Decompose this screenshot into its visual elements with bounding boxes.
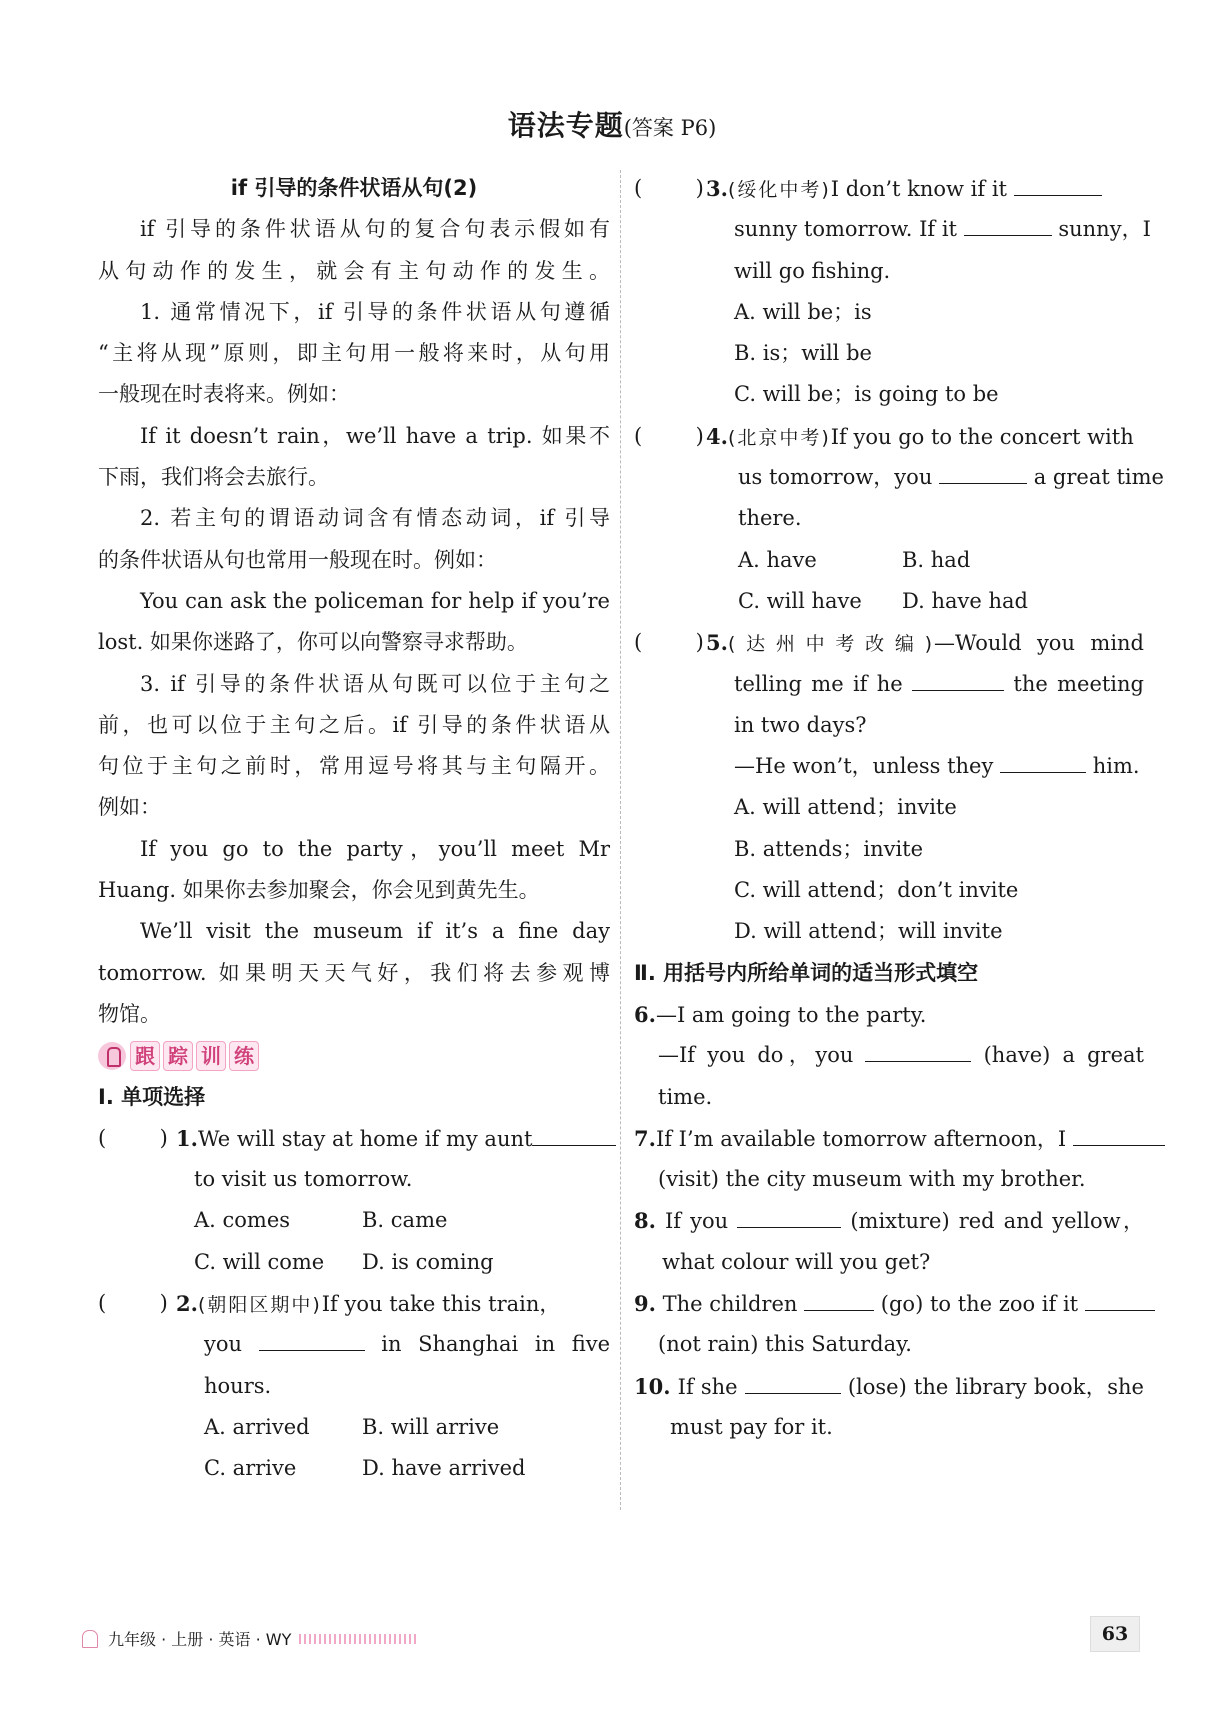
text-line: We’ll visit the museum if it’s a fine day	[140, 919, 610, 944]
option: D. will attend；will invite	[734, 919, 1003, 944]
answer-blank[interactable]	[1000, 753, 1086, 773]
text-line: You can ask the policeman for help if you’re	[140, 588, 610, 613]
answer-bracket[interactable]: ( )	[634, 176, 704, 200]
answer-blank[interactable]	[939, 464, 1027, 484]
option: B. is；will be	[734, 341, 872, 366]
answer-blank[interactable]	[532, 1126, 616, 1146]
option: A. arrived	[204, 1414, 310, 1439]
section-multiple-choice: Ⅰ. 单项选择	[98, 1084, 206, 1109]
track-training-badge	[98, 1035, 610, 1076]
option: A. will be；is	[734, 299, 872, 324]
question-text: to visit us tomorrow.	[194, 1167, 413, 1192]
option: B. will arrive	[362, 1414, 500, 1439]
badge-char: 训	[196, 1041, 226, 1071]
option: A. will attend；invite	[734, 795, 957, 820]
text-line: 3. if 引导的条件状语从句既可以位于主句之	[140, 671, 610, 696]
question-text: will go fishing.	[734, 258, 891, 283]
answer-blank[interactable]	[1073, 1126, 1165, 1146]
option: C. will be；is going to be	[734, 382, 999, 407]
option: B. came	[362, 1208, 448, 1233]
question-2: ( ) 2.(朝阳区期中)If you take this train，	[98, 1283, 610, 1324]
page-number: 63	[1090, 1616, 1140, 1652]
answer-blank[interactable]	[804, 1291, 874, 1311]
answer-blank[interactable]	[865, 1042, 971, 1062]
question-text: (not rain) this Saturday.	[658, 1332, 912, 1357]
question-1: ( ) 1.We will stay at home if my aunt	[98, 1118, 610, 1159]
question-text: in two days?	[734, 712, 867, 737]
column-divider	[620, 170, 621, 1510]
question-10: 10. If she (lose) the library book，she	[634, 1373, 1144, 1399]
question-7: 7.If I’m available tomorrow afternoon，I	[634, 1118, 1144, 1159]
pen-icon	[98, 1042, 126, 1070]
text-line: 的条件状语从句也常用一般现在时。例如：	[98, 547, 497, 572]
answer-reference: (答案 P6)	[623, 116, 717, 140]
text-line: 例如：	[98, 795, 161, 820]
text-line: 2. 若主句的谓语动词含有情态动词，if 引导	[140, 506, 610, 531]
text-line: 从句动作的发生，就会有主句动作的发生。	[98, 258, 610, 283]
section-fill-blank: Ⅱ. 用括号内所给单词的适当形式填空	[634, 960, 979, 985]
answer-blank[interactable]	[737, 1209, 841, 1229]
answer-bracket[interactable]: ( )	[98, 1125, 168, 1150]
question-3: ( ) 3.(绥化中考)I don’t know if it	[634, 168, 1144, 209]
option: D. have arrived	[362, 1456, 526, 1481]
answer-bracket[interactable]: ( )	[634, 630, 704, 655]
question-text: what colour will you get?	[662, 1249, 931, 1274]
grammar-heading: if 引导的条件状语从句(2)	[230, 176, 478, 200]
source-tag: (北京中考)	[727, 426, 831, 449]
option: C. will attend；don’t invite	[734, 878, 1019, 903]
option: C. will have	[738, 588, 862, 613]
text-line: If you go to the party，you’ll meet Mr	[140, 836, 610, 861]
text-line: lost. 如果你迷路了，你可以向警察寻求帮助。	[98, 630, 528, 655]
text-line: “主将从现”原则，即主句用一般将来时，从句用	[98, 341, 610, 366]
question-text: hours.	[204, 1373, 272, 1398]
text-line: 前，也可以位于主句之后。if 引导的条件状语从	[98, 712, 610, 737]
footer	[80, 1627, 419, 1650]
answer-blank[interactable]	[1014, 176, 1102, 196]
answer-blank[interactable]	[912, 671, 1004, 691]
answer-bracket[interactable]: ( )	[634, 423, 704, 448]
answer-bracket[interactable]: ( )	[98, 1291, 168, 1316]
text-line: 1. 通常情况下，if 引导的条件状语从句遵循	[140, 299, 610, 324]
badge-char: 练	[229, 1041, 259, 1071]
text-line: if 引导的条件状语从句的复合句表示假如有	[140, 217, 610, 242]
question-text: time.	[658, 1084, 713, 1109]
question-text: must pay for it.	[670, 1414, 833, 1439]
pen-icon	[80, 1628, 100, 1650]
question-9: 9. The children (go) to the zoo if it	[634, 1283, 1144, 1324]
answer-blank[interactable]	[1085, 1291, 1155, 1311]
left-column: if 引导的条件状语从句(2) if 引导的条件状语从句的复合句表示假如有 从句动作的发生，就会有主句动作的发生。 1. 通常情况下，if 引导的条件状语从句遵循 “主将从现”原则，即主句用一般将来时，从句用 一般现在时表将来。例如： If it doesn’t rain，we’ll have a trip. 如果不 下雨，我们将会去旅行。 2. 若主句的谓语动词含有情态动词，if 引导 的条件状语从句也常用一般现在时。例如： You can ask the policeman for help if you’re lost. 如果你迷路了，你可以向警察寻求帮助。 3. if 引导的条件状语从句既可以位于主句之 前，也可以位于主句之后。if 引导的条件状语从 句位于主句之前时，常用逗号将其与主句隔开。 例如： If you go to the party，you’ll meet Mr Huang. 如果你去参加聚会，你会见到黄先生。 We’ll visit the museum if it’s a fine day tomorrow. 如果明天天气好，我们将去参观博 物馆。 跟 踪 训 练 Ⅰ. 单项选择 ( ) 1.We will stay at home if my aunt to visit us tomorrow. A. comes B. came C. will come D. is coming ( ) 2.(朝阳区期中)If you take this train， you in Shanghai in five hours. A. arrived B. will arrive C. arrive D. have arrived	[98, 168, 610, 1490]
option: D. have had	[902, 588, 1028, 613]
option: C. will come	[194, 1249, 325, 1274]
question-4: ( ) 4.(北京中考)If you go to the concert with	[634, 416, 1144, 457]
text-line: 一般现在时表将来。例如：	[98, 382, 350, 407]
option: B. attends；invite	[734, 836, 924, 861]
badge-char: 跟	[130, 1041, 160, 1071]
answer-blank[interactable]	[259, 1331, 365, 1351]
title-main: 语法专题	[507, 109, 624, 142]
question-5: ( ) 5.(达州中考改编)—Would you mind	[634, 622, 1144, 663]
text-line: Huang. 如果你去参加聚会，你会见到黄先生。	[98, 878, 540, 903]
source-tag: (绥化中考)	[727, 179, 831, 201]
question-text: (visit) the city museum with my brother.	[658, 1167, 1086, 1192]
right-column: ( ) 3.(绥化中考)I don’t know if it sunny tomorrow. If it sunny，I will go fishing. A. will be；is B. is；will be C. will be；is going to be ( ) 4.(北京中考)If you go to the concert with us tomorrow，you a great time there. A. have B. had C. will have D. have had ( ) 5.(达州中考改编)—Would you mind telling me if he the meeting in two days? —He won’t，unless they him. A. will attend；invite B. attends；invite C. will attend；don’t invite D. will attend；will invite Ⅱ. 用括号内所给单词的适当形式填空 6.—I am going to the party. —If you do，you (have) a great time. 7.If I’m available tomorrow afternoon，I (visit) the city museum with my brother. 8. If you (mixture) red and yellow， what colour will you get? 9. The children (go) to the zoo if it (not rain) this Saturday. 10. If she (lose) the library book，she must pay for it.	[634, 168, 1144, 1448]
page-title	[0, 104, 1224, 144]
footer-text: 九年级 · 上册 · 英语 · WY	[108, 1630, 292, 1649]
answer-blank[interactable]	[745, 1374, 841, 1394]
option: A. comes	[194, 1208, 291, 1233]
question-6: 6.—I am going to the party.	[634, 1001, 927, 1027]
badge-char: 踪	[163, 1041, 193, 1071]
text-line: tomorrow. 如果明天天气好，我们将去参观博	[98, 960, 610, 985]
answer-blank[interactable]	[964, 216, 1052, 236]
option: C. arrive	[204, 1456, 297, 1481]
text-line: 下雨，我们将会去旅行。	[98, 465, 329, 490]
source-tag: (朝阳区期中)	[197, 1294, 322, 1317]
source-tag: (达州中考改编)	[727, 633, 935, 656]
question-text: there.	[738, 506, 802, 531]
option: A. have	[738, 547, 817, 572]
option: D. is coming	[362, 1249, 494, 1274]
question-8: 8. If you (mixture) red and yellow，	[634, 1208, 1144, 1234]
text-line: 物馆。	[98, 1001, 161, 1026]
text-line: If it doesn’t rain，we’ll have a trip. 如果不	[140, 423, 610, 448]
option: B. had	[902, 547, 971, 572]
text-line: 句位于主句之前时，常用逗号将其与主句隔开。	[98, 754, 610, 779]
footer-decoration	[299, 1634, 419, 1644]
